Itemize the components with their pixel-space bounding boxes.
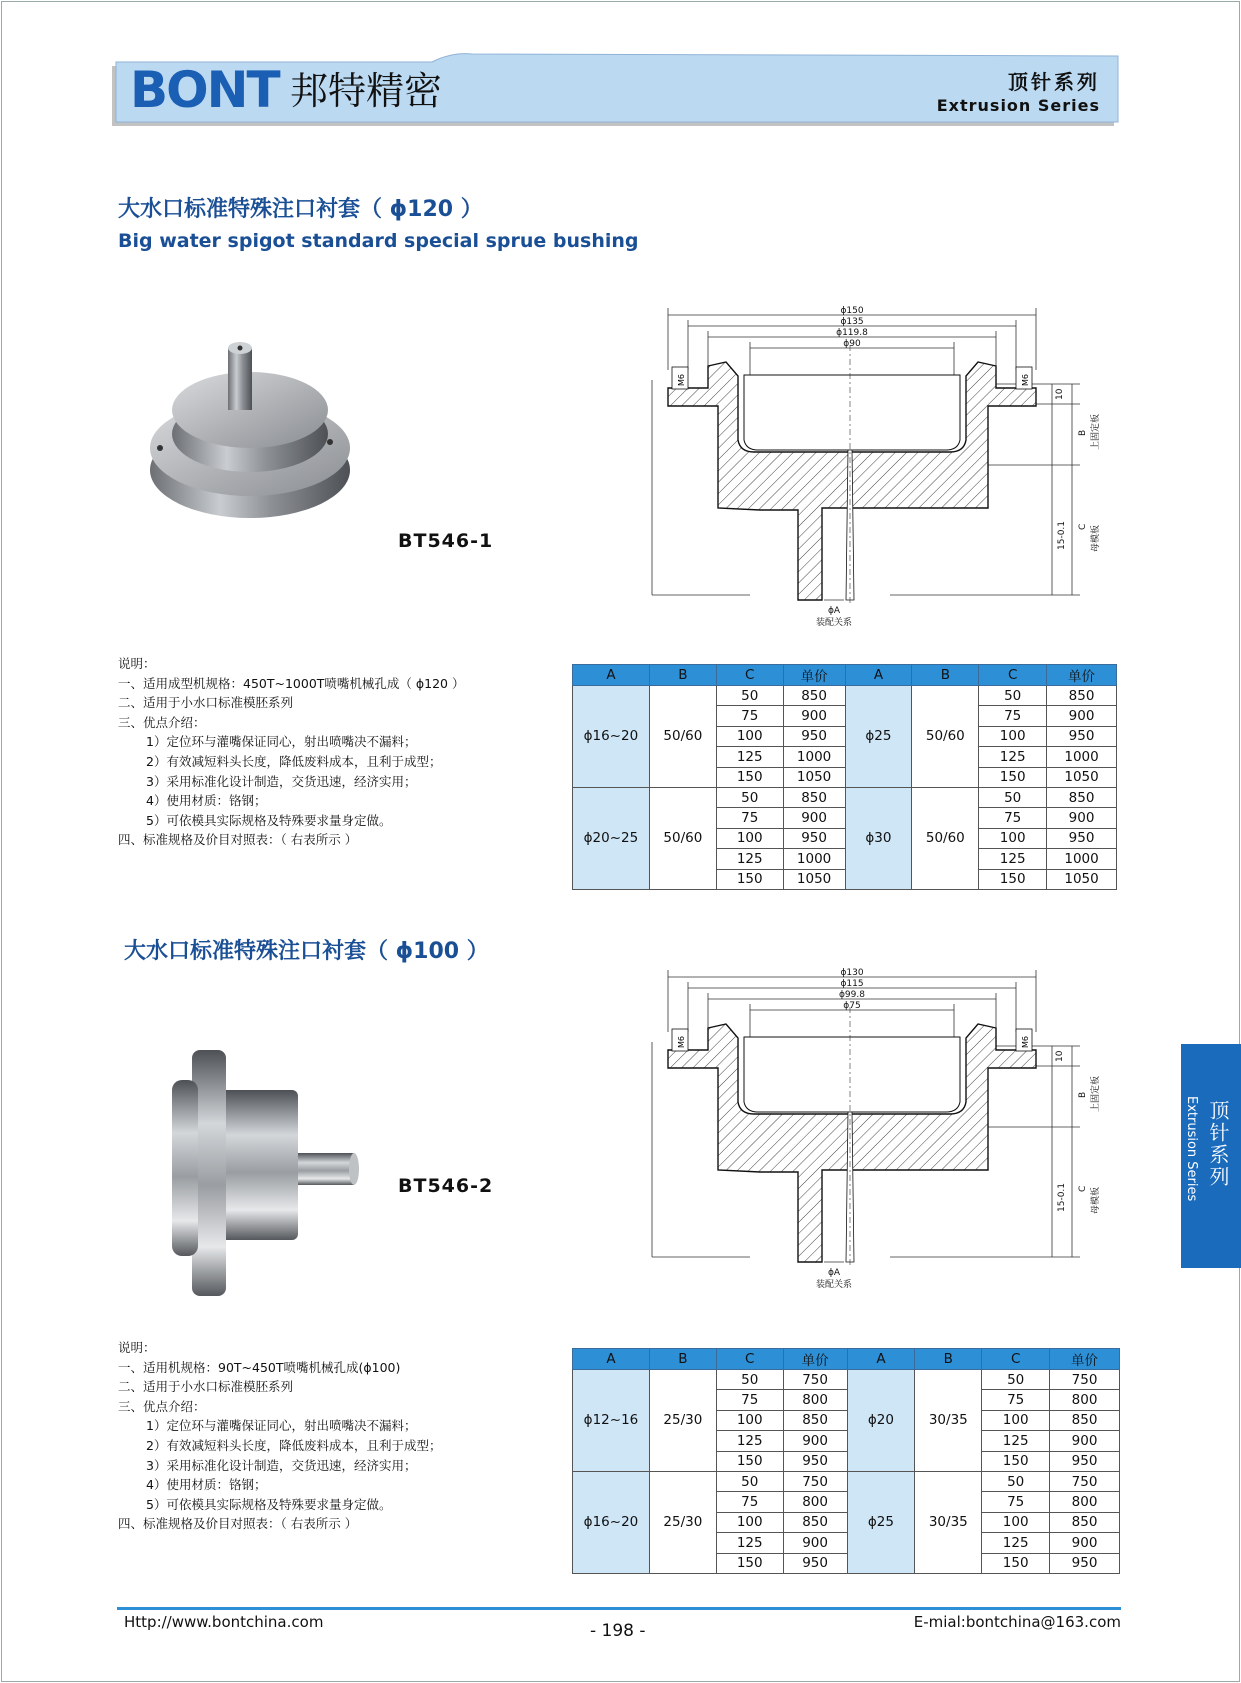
product-photo-bt546-1 xyxy=(140,330,360,520)
side-tab-cn: 顶针系列 xyxy=(1206,1100,1230,1188)
table-cell: 900 xyxy=(783,1533,847,1553)
dim-label-4: ϕ90 xyxy=(843,339,861,349)
table-cell: 25/30 xyxy=(649,1370,716,1472)
table-cell: 125 xyxy=(716,747,783,767)
note-line: 二、适用于小水口标准模胚系列 xyxy=(118,1379,294,1395)
table-cell: 50 xyxy=(716,686,783,706)
table-header-cell: 单价 xyxy=(783,1349,847,1370)
side-label-upper-plate: 上固定板 xyxy=(1091,413,1101,450)
note-line: 一、适用机规格：90T~450T喷嘴机械孔成(ϕ100) xyxy=(118,1359,401,1375)
table-cell: 1000 xyxy=(1047,747,1117,767)
table-cell: 75 xyxy=(982,1492,1050,1512)
notes-section2 xyxy=(118,1338,441,1534)
side-tab-en: Extrusion Series xyxy=(1184,1096,1199,1202)
series-title-cn: 顶针系列 xyxy=(1008,70,1100,94)
table-cell: 50/60 xyxy=(649,686,716,788)
table-header-cell: 单价 xyxy=(1047,665,1117,686)
table-cell: 850 xyxy=(783,787,845,807)
table-cell: 125 xyxy=(979,849,1047,869)
table-cell: 125 xyxy=(982,1533,1050,1553)
page-header xyxy=(112,52,1122,126)
table-cell: ϕ16~20 xyxy=(573,1471,650,1573)
table-cell: 50/60 xyxy=(912,787,979,889)
table-header-cell: C xyxy=(716,1349,783,1370)
note-line: 二、适用于小水口标准模胚系列 xyxy=(118,695,294,711)
table-cell: 950 xyxy=(1050,1553,1120,1573)
bottom-dim-label: ϕA xyxy=(827,606,841,616)
table-cell: 30/35 xyxy=(915,1471,982,1573)
table-cell: 100 xyxy=(982,1512,1050,1532)
table-cell: 750 xyxy=(1050,1471,1120,1491)
table-cell: 900 xyxy=(783,706,845,726)
bottom-dim-label: ϕA xyxy=(827,1268,841,1278)
table-cell: 950 xyxy=(1047,726,1117,746)
table-cell: 75 xyxy=(979,808,1047,828)
dim-label-1: ϕ130 xyxy=(840,968,864,978)
table-cell: ϕ12~16 xyxy=(573,1370,650,1472)
table-cell: 750 xyxy=(783,1471,847,1491)
table-header-cell: A xyxy=(573,665,650,686)
table-cell: 900 xyxy=(1047,706,1117,726)
logo-wordmark: BONT xyxy=(130,61,279,119)
side-label-15: 15-0.1 xyxy=(1057,520,1067,550)
table-cell: 950 xyxy=(783,1451,847,1471)
table-cell: 150 xyxy=(979,869,1047,889)
footer-divider xyxy=(117,1607,1121,1610)
table-row xyxy=(573,1370,1120,1390)
section2-title-cn: 大水口标准特殊注口衬套（ ϕ100 ） xyxy=(124,939,489,964)
table-cell: 125 xyxy=(716,1431,783,1451)
spec-table-section2 xyxy=(572,1348,1120,1574)
table-cell: 50 xyxy=(979,787,1047,807)
table-cell: 75 xyxy=(982,1390,1050,1410)
dim-label-2: ϕ115 xyxy=(840,979,864,989)
table-cell: ϕ25 xyxy=(847,1471,915,1573)
table-cell: 1000 xyxy=(783,747,845,767)
table-cell: 125 xyxy=(716,1533,783,1553)
thread-label-left: M6 xyxy=(677,1036,686,1048)
side-label-mold-plate: 母模板 xyxy=(1091,524,1101,552)
table-row xyxy=(573,787,1117,807)
table-cell: 100 xyxy=(982,1410,1050,1430)
table-cell: 25/30 xyxy=(649,1471,716,1573)
table-cell: 1050 xyxy=(1047,767,1117,787)
table-cell: 75 xyxy=(716,706,783,726)
table-header-cell: B xyxy=(649,1349,716,1370)
section1-title-cn: 大水口标准特殊注口衬套（ ϕ120 ） xyxy=(118,197,483,222)
table-cell: 950 xyxy=(783,828,845,848)
table-cell: 900 xyxy=(1050,1431,1120,1451)
table-header-cell: B xyxy=(915,1349,982,1370)
series-title-en: Extrusion Series xyxy=(936,96,1100,115)
note-line: 三、优点介绍： xyxy=(118,714,206,730)
dim-label-3: ϕ99.8 xyxy=(839,990,865,1000)
table-cell: 800 xyxy=(1050,1390,1120,1410)
note-line: 4）使用材质：铬钢； xyxy=(146,1477,267,1493)
table-cell: 150 xyxy=(716,1451,783,1471)
note-line: 5）可依模具实际规格及特殊要求量身定做。 xyxy=(146,1496,392,1512)
technical-drawing-bt546-2 xyxy=(640,962,1110,1292)
logo-chinese: 邦特精密 xyxy=(290,69,443,113)
table-cell: 50 xyxy=(716,1471,783,1491)
table-header-cell: C xyxy=(979,665,1047,686)
side-label-upper-plate: 上固定板 xyxy=(1091,1075,1101,1112)
side-label-c: C xyxy=(1078,1185,1088,1192)
model-label-bt546-2: BT546-2 xyxy=(398,1175,494,1197)
table-cell: 150 xyxy=(982,1553,1050,1573)
table-cell: 50/60 xyxy=(912,686,979,788)
table-cell: 900 xyxy=(1047,808,1117,828)
table-cell: 800 xyxy=(1050,1492,1120,1512)
dim-label-1: ϕ150 xyxy=(840,306,864,316)
table-cell: 850 xyxy=(1050,1410,1120,1430)
table-cell: 900 xyxy=(1050,1533,1120,1553)
table-cell: ϕ16~20 xyxy=(573,686,650,788)
table-cell: 50/60 xyxy=(649,787,716,889)
table-cell: 75 xyxy=(979,706,1047,726)
note-line: 1）定位环与灌嘴保证同心，射出喷嘴决不漏料； xyxy=(146,1418,417,1434)
section1-title-en: Big water spigot standard special sprue bushing xyxy=(118,230,639,252)
bottom-caption: 装配关系 xyxy=(815,618,853,628)
table-cell: 150 xyxy=(982,1451,1050,1471)
table-cell: 1000 xyxy=(1047,849,1117,869)
side-label-15: 15-0.1 xyxy=(1057,1182,1067,1212)
table-cell: 850 xyxy=(1050,1512,1120,1532)
note-line: 三、优点介绍： xyxy=(118,1398,206,1414)
table-cell: 50 xyxy=(979,686,1047,706)
table-header-cell: A xyxy=(847,1349,915,1370)
notes-section1 xyxy=(118,654,464,850)
dim-label-4: ϕ75 xyxy=(843,1001,861,1011)
table-header-row xyxy=(573,1349,1120,1370)
note-line: 说明： xyxy=(118,1340,156,1355)
table-cell: 150 xyxy=(716,1553,783,1573)
table-cell: 900 xyxy=(783,1431,847,1451)
note-line: 1）定位环与灌嘴保证同心，射出喷嘴决不漏料； xyxy=(146,734,417,750)
note-line: 一、适用成型机规格：450T~1000T喷嘴机械孔成（ ϕ120 ） xyxy=(118,675,465,691)
spec-table-section1 xyxy=(572,664,1117,890)
page-number: - 198 - xyxy=(590,1621,646,1641)
table-header-cell: B xyxy=(649,665,716,686)
table-cell: 1050 xyxy=(783,767,845,787)
table-cell: 75 xyxy=(716,1390,783,1410)
table-header-cell: 单价 xyxy=(1050,1349,1120,1370)
table-header-cell: 单价 xyxy=(783,665,845,686)
thread-label-right: M6 xyxy=(1021,1036,1030,1048)
table-cell: 750 xyxy=(1050,1370,1120,1390)
side-label-mold-plate: 母模板 xyxy=(1091,1186,1101,1214)
note-line: 3）采用标准化设计制造，交货迅速，经济实用； xyxy=(146,773,417,789)
table-row xyxy=(573,686,1117,706)
table-header-cell: A xyxy=(573,1349,650,1370)
note-line: 说明： xyxy=(118,656,156,671)
table-cell: 50 xyxy=(716,787,783,807)
table-cell: 800 xyxy=(783,1492,847,1512)
table-cell: 750 xyxy=(783,1370,847,1390)
table-cell: 950 xyxy=(1050,1451,1120,1471)
table-cell: 150 xyxy=(716,767,783,787)
table-cell: 125 xyxy=(982,1431,1050,1451)
table-cell: 950 xyxy=(1047,828,1117,848)
note-line: 2）有效减短料头长度，降低废料成本，且利于成型； xyxy=(146,753,442,769)
table-header-cell: C xyxy=(982,1349,1050,1370)
table-cell: 100 xyxy=(716,1512,783,1532)
table-cell: 150 xyxy=(979,767,1047,787)
table-header-cell: B xyxy=(912,665,979,686)
table-cell: 950 xyxy=(783,1553,847,1573)
side-label-b: B xyxy=(1078,1091,1088,1098)
note-line: 3）采用标准化设计制造，交货迅速，经济实用； xyxy=(146,1457,417,1473)
side-label-c: C xyxy=(1078,523,1088,530)
table-header-cell: C xyxy=(716,665,783,686)
table-cell: ϕ30 xyxy=(845,787,912,889)
table-cell: 50 xyxy=(982,1370,1050,1390)
table-cell: 50 xyxy=(716,1370,783,1390)
table-row xyxy=(573,1471,1120,1491)
table-cell: 100 xyxy=(716,828,783,848)
table-cell: 850 xyxy=(1047,787,1117,807)
table-cell: 100 xyxy=(716,1410,783,1430)
table-cell: 850 xyxy=(783,1512,847,1532)
table-cell: 75 xyxy=(716,808,783,828)
note-line: 四、标准规格及价目对照表：（ 右表所示 ） xyxy=(118,1516,358,1532)
table-header-row xyxy=(573,665,1117,686)
table-cell: 150 xyxy=(716,869,783,889)
table-cell: 1050 xyxy=(1047,869,1117,889)
thread-label-right: M6 xyxy=(1021,374,1030,386)
thread-label-left: M6 xyxy=(677,374,686,386)
table-cell: 125 xyxy=(979,747,1047,767)
table-cell: 900 xyxy=(783,808,845,828)
table-cell: 75 xyxy=(716,1492,783,1512)
table-cell: 800 xyxy=(783,1390,847,1410)
technical-drawing-bt546-1 xyxy=(640,300,1110,630)
table-cell: 1050 xyxy=(783,869,845,889)
table-cell: 100 xyxy=(979,828,1047,848)
table-cell: 100 xyxy=(716,726,783,746)
table-cell: ϕ20 xyxy=(847,1370,915,1472)
dim-label-2: ϕ135 xyxy=(840,317,864,327)
table-cell: 125 xyxy=(716,849,783,869)
note-line: 2）有效减短料头长度，降低废料成本，且利于成型； xyxy=(146,1437,442,1453)
note-line: 四、标准规格及价目对照表：（ 右表所示 ） xyxy=(118,832,358,848)
table-cell: 1000 xyxy=(783,849,845,869)
table-cell: ϕ20~25 xyxy=(573,787,650,889)
table-header-cell: A xyxy=(845,665,912,686)
footer-email-link[interactable]: E-mial:bontchina@163.com xyxy=(913,1613,1121,1631)
product-photo-bt546-2 xyxy=(166,1048,366,1298)
note-line: 5）可依模具实际规格及特殊要求量身定做。 xyxy=(146,812,392,828)
side-label-10: 10 xyxy=(1055,1050,1065,1062)
table-cell: 850 xyxy=(1047,686,1117,706)
table-cell: 100 xyxy=(979,726,1047,746)
dim-label-3: ϕ119.8 xyxy=(836,328,868,338)
model-label-bt546-1: BT546-1 xyxy=(398,530,494,552)
table-cell: 50 xyxy=(982,1471,1050,1491)
note-line: 4）使用材质：铬钢； xyxy=(146,793,267,809)
side-label-b: B xyxy=(1078,429,1088,436)
table-cell: 850 xyxy=(783,1410,847,1430)
bottom-caption: 装配关系 xyxy=(815,1280,853,1290)
table-cell: 30/35 xyxy=(915,1370,982,1472)
table-cell: 950 xyxy=(783,726,845,746)
side-label-10: 10 xyxy=(1055,388,1065,400)
footer-website-link[interactable]: Http://www.bontchina.com xyxy=(124,1613,324,1631)
table-cell: 850 xyxy=(783,686,845,706)
table-cell: ϕ25 xyxy=(845,686,912,788)
